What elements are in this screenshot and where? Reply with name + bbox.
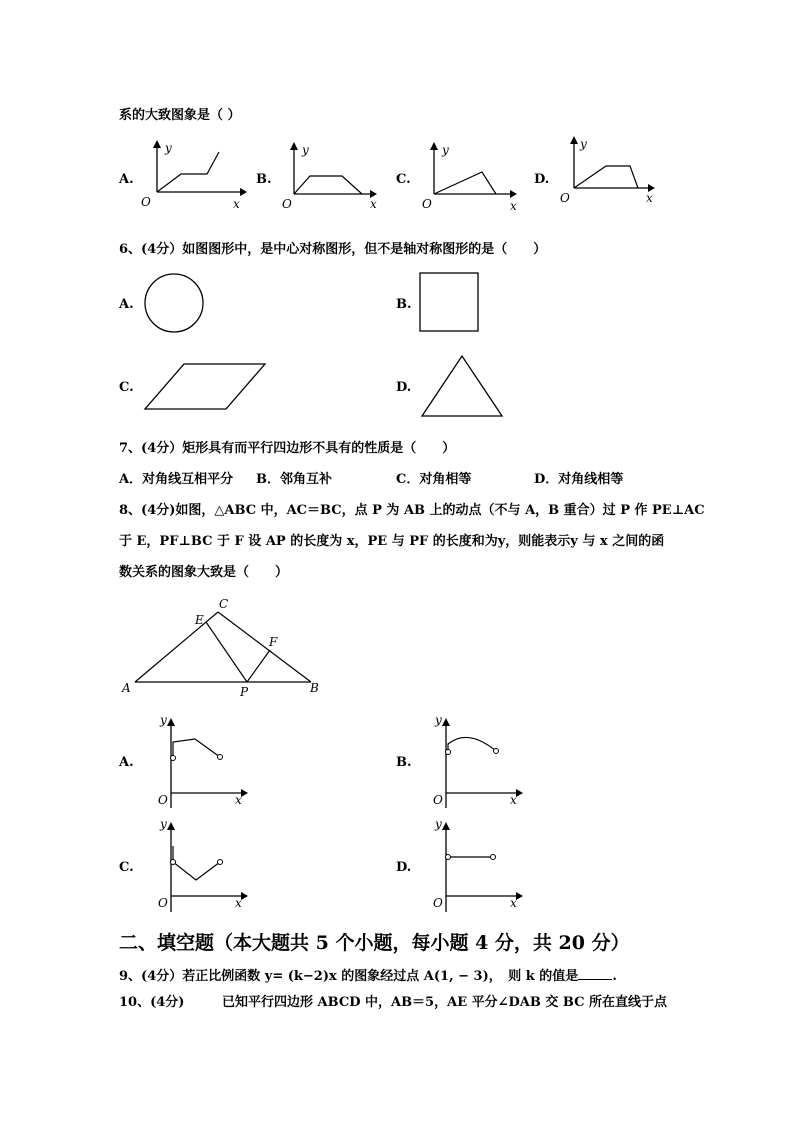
q8a-y-label: y: [160, 713, 167, 727]
q6-option-c-label[interactable]: C.: [119, 380, 134, 395]
q5-option-d-label[interactable]: D.: [534, 172, 550, 187]
q5-graph-a: [141, 140, 245, 211]
q8c-y-label: y: [160, 817, 167, 831]
q5b-y-label: y: [302, 143, 309, 157]
q8-label-p: P: [240, 685, 249, 699]
q8-graph-d: [420, 816, 530, 916]
q7-option-c[interactable]: C．对角相等: [396, 472, 472, 487]
q5-option-c-label[interactable]: C.: [396, 172, 411, 187]
q5a-y-label: y: [165, 141, 172, 155]
q8-triangle-figure: [119, 592, 329, 702]
q5c-x-label: x: [510, 199, 517, 213]
q5-graph-b: [282, 142, 382, 212]
q6-option-a-label[interactable]: A.: [119, 297, 134, 312]
q8c-x-label: x: [235, 896, 242, 910]
q5-stem-tail: 系的大致图象是（ ）: [119, 108, 241, 123]
q8-graph-b: [420, 712, 530, 812]
q8b-origin-label: O: [433, 793, 443, 807]
q6-option-d-label[interactable]: D.: [396, 380, 412, 395]
q8d-x-label: x: [510, 896, 517, 910]
q5a-origin-label: O: [141, 195, 151, 209]
q9-stem: [119, 965, 617, 984]
q8-option-c-label[interactable]: C.: [119, 860, 134, 875]
q9-stem-tail: .: [612, 969, 617, 984]
q8c-origin-label: O: [158, 896, 168, 910]
q8-label-f: F: [269, 635, 278, 649]
q8-option-a-label[interactable]: A.: [119, 755, 134, 770]
q5c-y-label: y: [442, 143, 449, 157]
q6-square-figure: [419, 272, 481, 334]
q8b-x-label: x: [510, 793, 517, 807]
q8-stem-line2: 于 E，PF⊥BC 于 F 设 AP 的长度为 x，PE 与 PF 的长度和为y，则能表示y 与 x 之间的函: [119, 534, 665, 549]
q8a-origin-label: O: [158, 793, 168, 807]
q7-option-a[interactable]: A．对角线互相平分: [119, 472, 234, 487]
q7-option-b[interactable]: B．邻角互补: [256, 472, 332, 487]
q8b-y-label: y: [435, 713, 442, 727]
q8-stem-line1: 8、(4分)如图，△ABC 中，AC＝BC，点 P 为 AB 上的动点（不与 A，B 重合）过 P 作 PE⊥AC: [119, 503, 705, 518]
q5-option-b-label[interactable]: B.: [256, 172, 272, 187]
q5b-origin-label: O: [282, 197, 292, 211]
q10-number: 10、(4分): [119, 995, 185, 1010]
q8-option-d-label[interactable]: D.: [396, 860, 412, 875]
q9-stem-text: 9、(4分）若正比例函数 y= (k−2)x 的图象经过点 A(1, − 3)， 则 k 的值是: [119, 969, 579, 984]
q10-stem: 已知平行四边形 ABCD 中，AB＝5，AE 平分∠DAB 交 BC 所在直线于点: [222, 995, 668, 1010]
q8-label-c: C: [219, 597, 229, 611]
q6-parallelogram-figure: [143, 362, 268, 412]
q9-answer-blank[interactable]: [578, 979, 612, 980]
q5-option-a-label[interactable]: A.: [119, 172, 134, 187]
q8d-y-label: y: [435, 817, 442, 831]
q6-option-b-label[interactable]: B.: [396, 297, 412, 312]
q8-label-e: E: [195, 613, 204, 627]
q8-stem-line3: 数关系的图象大致是（ ）: [119, 565, 289, 580]
q8a-x-label: x: [235, 793, 242, 807]
q6-circle-figure: [143, 272, 207, 336]
q5b-x-label: x: [370, 197, 377, 211]
q5d-y-label: y: [580, 137, 587, 151]
section-2-title: 二、填空题（本大题共 5 个小题，每小题 4 分，共 20 分）: [119, 932, 630, 954]
q7-stem: 7、(4分）矩形具有而平行四边形不具有的性质是（ ）: [119, 441, 456, 456]
q8-graph-c: [145, 816, 255, 916]
q6-stem: 6、(4分）如图图形中，是中心对称图形，但不是轴对称图形的是（ ）: [119, 242, 547, 257]
q8-label-a: A: [122, 681, 131, 695]
q7-option-d[interactable]: D．对角线相等: [534, 472, 624, 487]
q5d-origin-label: O: [560, 191, 570, 205]
q5a-x-label: x: [233, 197, 240, 211]
q6-triangle-figure: [421, 354, 505, 418]
q5-graph-c: [422, 142, 522, 212]
q8d-origin-label: O: [433, 896, 443, 910]
q5c-origin-label: O: [422, 197, 432, 211]
q8-graph-a: [145, 712, 255, 812]
q5-graph-d: [562, 136, 662, 206]
q8-option-b-label[interactable]: B.: [396, 755, 412, 770]
q8-label-b: B: [310, 681, 319, 695]
q5d-x-label: x: [646, 191, 653, 205]
